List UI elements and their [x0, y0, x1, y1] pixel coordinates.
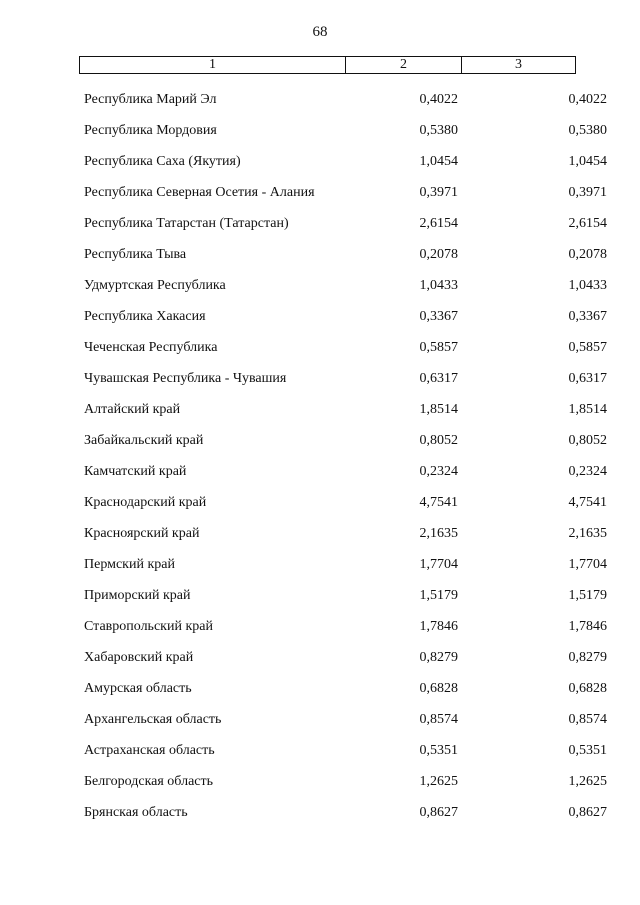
value-col-2: 0,4022 — [419, 92, 458, 107]
table-row — [0, 673, 640, 704]
value-col-3: 0,5380 — [568, 123, 607, 138]
value-col-2: 1,2625 — [419, 774, 458, 789]
table-header — [79, 56, 576, 74]
value-col-3: 1,8514 — [568, 402, 607, 417]
region-name: Белгородская область — [84, 774, 214, 789]
value-col-2: 0,2324 — [419, 464, 458, 479]
region-name: Республика Северная Осетия - Алания — [84, 185, 315, 200]
region-name: Красноярский край — [84, 526, 200, 541]
value-col-2: 0,8627 — [419, 805, 458, 820]
table-row — [0, 580, 640, 611]
value-col-3: 0,6317 — [568, 371, 607, 386]
table-row — [0, 766, 640, 797]
table-row — [0, 332, 640, 363]
value-col-2: 0,3971 — [419, 185, 458, 200]
value-col-3: 0,8574 — [568, 712, 607, 727]
value-col-3: 2,1635 — [568, 526, 607, 541]
value-col-3: 0,8052 — [568, 433, 607, 448]
region-name: Республика Мордовия — [84, 123, 217, 138]
value-col-3: 1,0454 — [568, 154, 607, 169]
table-row — [0, 518, 640, 549]
value-col-2: 0,6317 — [419, 371, 458, 386]
table-row — [0, 270, 640, 301]
value-col-3: 4,7541 — [568, 495, 607, 510]
value-col-3: 2,6154 — [568, 216, 607, 231]
value-col-2: 0,8279 — [419, 650, 458, 665]
value-col-3: 1,2625 — [568, 774, 607, 789]
region-name: Республика Марий Эл — [84, 92, 217, 107]
value-col-3: 0,2078 — [568, 247, 607, 262]
table-row — [0, 487, 640, 518]
value-col-3: 0,4022 — [568, 92, 607, 107]
value-col-2: 0,5380 — [419, 123, 458, 138]
table-row — [0, 735, 640, 766]
region-name: Камчатский край — [84, 464, 187, 479]
value-col-2: 1,7846 — [419, 619, 458, 634]
region-name: Забайкальский край — [84, 433, 204, 448]
value-col-2: 1,0433 — [419, 278, 458, 293]
table-row — [0, 394, 640, 425]
table-row — [0, 115, 640, 146]
region-name: Чувашская Республика - Чувашия — [84, 371, 287, 386]
value-col-3: 0,5857 — [568, 340, 607, 355]
region-name: Республика Саха (Якутия) — [84, 154, 241, 169]
region-name: Республика Татарстан (Татарстан) — [84, 216, 289, 231]
value-col-3: 0,2324 — [568, 464, 607, 479]
region-name: Республика Тыва — [84, 247, 187, 262]
region-name: Астраханская область — [84, 743, 215, 758]
region-name: Краснодарский край — [84, 495, 207, 510]
value-col-2: 1,7704 — [419, 557, 458, 572]
table-row — [0, 456, 640, 487]
region-name: Ставропольский край — [84, 619, 213, 634]
table-row — [0, 146, 640, 177]
value-col-2: 1,0454 — [419, 154, 458, 169]
value-col-3: 1,5179 — [568, 588, 607, 603]
page-number: 68 — [312, 24, 328, 40]
value-col-2: 0,8052 — [419, 433, 458, 448]
region-name: Хабаровский край — [84, 650, 194, 665]
table-row — [0, 642, 640, 673]
value-col-2: 0,5857 — [419, 340, 458, 355]
value-col-3: 0,6828 — [568, 681, 607, 696]
region-name: Удмуртская Республика — [84, 278, 226, 293]
table-row — [0, 363, 640, 394]
value-col-3: 0,8279 — [568, 650, 607, 665]
table-row — [0, 704, 640, 735]
value-col-3: 1,7704 — [568, 557, 607, 572]
value-col-2: 1,8514 — [419, 402, 458, 417]
table-row — [0, 301, 640, 332]
region-name: Чеченская Республика — [84, 340, 218, 355]
table-body — [0, 84, 640, 828]
table-row — [0, 797, 640, 828]
region-name: Амурская область — [84, 681, 192, 696]
value-col-3: 0,3367 — [568, 309, 607, 324]
value-col-2: 2,6154 — [419, 216, 458, 231]
table-row — [0, 177, 640, 208]
header-cell-3: 3 — [515, 57, 522, 72]
region-name: Республика Хакасия — [84, 309, 206, 324]
region-name: Алтайский край — [84, 402, 181, 417]
value-col-3: 0,8627 — [568, 805, 607, 820]
region-name: Архангельская область — [84, 712, 222, 727]
region-name: Брянская область — [84, 805, 188, 820]
table-row — [0, 84, 640, 115]
value-col-3: 0,3971 — [568, 185, 607, 200]
table-row — [0, 239, 640, 270]
header-cell-2: 2 — [346, 57, 462, 73]
region-name: Приморский край — [84, 588, 191, 603]
value-col-2: 4,7541 — [419, 495, 458, 510]
value-col-2: 0,5351 — [419, 743, 458, 758]
value-col-3: 1,7846 — [568, 619, 607, 634]
value-col-2: 0,3367 — [419, 309, 458, 324]
value-col-2: 2,1635 — [419, 526, 458, 541]
table-row — [0, 611, 640, 642]
table-row — [0, 549, 640, 580]
value-col-2: 0,2078 — [419, 247, 458, 262]
value-col-3: 1,0433 — [568, 278, 607, 293]
table-row — [0, 425, 640, 456]
value-col-2: 1,5179 — [419, 588, 458, 603]
region-name: Пермский край — [84, 557, 175, 572]
value-col-2: 0,6828 — [419, 681, 458, 696]
header-cell-1: 1 — [80, 57, 346, 73]
value-col-2: 0,8574 — [419, 712, 458, 727]
table-row — [0, 208, 640, 239]
value-col-3: 0,5351 — [568, 743, 607, 758]
